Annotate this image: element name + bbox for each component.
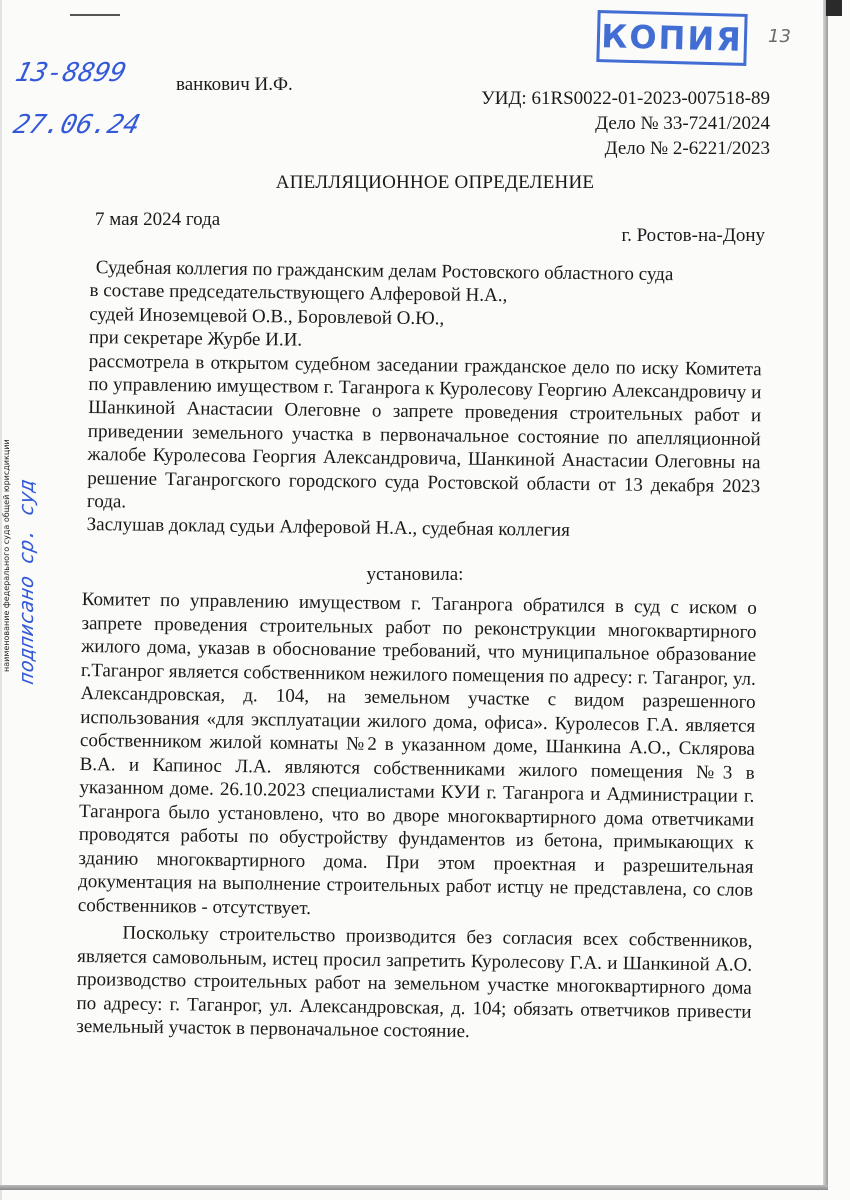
document-title: АПЕЛЛЯЦИОННОЕ ОПРЕДЕЛЕНИЕ — [275, 172, 595, 193]
case-description: рассмотрела в открытом судебном заседании гражданское дело по иску Комитета по управлению имуществом г. Таганрога к Куролесову Георгию Александровичу и Шанкиной Анастасии Олеговне о запрете проведения строительных работ и приведении земельного участка в первоначальное состояние по апелляционной жалобе Куролесова Георгия Александровича, Шанкиной Анастасии Олеговны на решение Таганрогского городского суда Ростовской области от 13 декабря 2023 года. — [86, 350, 762, 513]
court-composition — [87, 256, 763, 545]
scan-corner-mark — [826, 0, 842, 16]
handwritten-number: 13-8899 — [12, 58, 130, 88]
copy-stamp — [596, 10, 747, 66]
court-line-4: при секретаре Журбе И.И. — [88, 327, 303, 351]
appeal-case-number: Дело № 33-7241/2024 — [595, 113, 770, 134]
ruling-date: 7 мая 2024 года — [95, 209, 221, 230]
court-line-3: судей Иноземцевой О.В., Боровлевой О.Ю., — [89, 303, 445, 330]
case-identifiers — [481, 86, 770, 161]
court-line-2: в составе председательствующего Алферовой Н.А., — [89, 280, 508, 307]
first-case-number: Дело № 2-6221/2023 — [604, 138, 770, 159]
court-line-1: Судебная коллегия по гражданским делам Ростовского областного суда — [95, 257, 674, 286]
scan-top-mark — [70, 14, 120, 16]
handwritten-date: 27.06.24 — [10, 110, 143, 140]
margin-handwritten-note: подписано ср. суд — [14, 477, 38, 687]
uid-line: УИД: 61RS0022-01-2023-007518-89 — [481, 88, 770, 109]
body-paragraph-1: Комитет по управлению имуществом г. Таганрога обратился в суд с иском о запрете проведения строительных работ по реконструкции многоквартирного жилого дома, указав в обоснование требований, что муниципальное образование г.Таганрог является собственником нежилого помещения по адресу: г. Таганрог, ул. Александровская, д. 104, на земельном участке с видом разрешенного использования «для эксплуатации жилого дома, офиса». Куролесов Г.А. является собственником жилой комнаты №2 в указанном доме, Шанкина А.О., Склярова В.А. и Капинос Л.А. являются собственниками жилого помещения №3 в указанном доме. 26.10.2023 специалистами КУИ г. Таганрога и Администрации г. Таганрога было установлено, что во дворе многоквартирного дома ответчиками проводятся работы по обустройству фундаментов из бетона, примыкающих к зданию многоквартирного дома. При этом проектная и разрешительная документация на выполнение строительных работ истцу не представлена, со слов собственников - отсутствует. — [77, 588, 757, 919]
body-paragraph-2: Поскольку строительство производится без согласия всех собственников, является самовольным, истец просил запретить Куролесову Г.А. и Шанкиной А.О. производство строительных работ на земельном участке многоквартирного дома по адресу: г. Таганрог, ул. Александровская, д. 104; обязать ответчиков привести земельный участок в первоначальное состояние. — [76, 922, 753, 1043]
first-instance-judge: ванкович И.Ф. — [176, 74, 293, 95]
ruling-body — [76, 588, 757, 1047]
hearing-line: Заслушав доклад судьи Алферовой Н.А., судебная коллегия — [86, 514, 571, 542]
corner-handwritten-mark: 13 — [768, 26, 791, 47]
scan-bottom-edge — [0, 1185, 828, 1190]
established-heading: установила: — [366, 564, 464, 585]
margin-court-name: наименование федерального суда общей юрисдикции — [2, 439, 11, 672]
copy-stamp-text: КОПИЯ — [600, 17, 744, 59]
ruling-city: г. Ростов-на-Дону — [621, 225, 765, 246]
